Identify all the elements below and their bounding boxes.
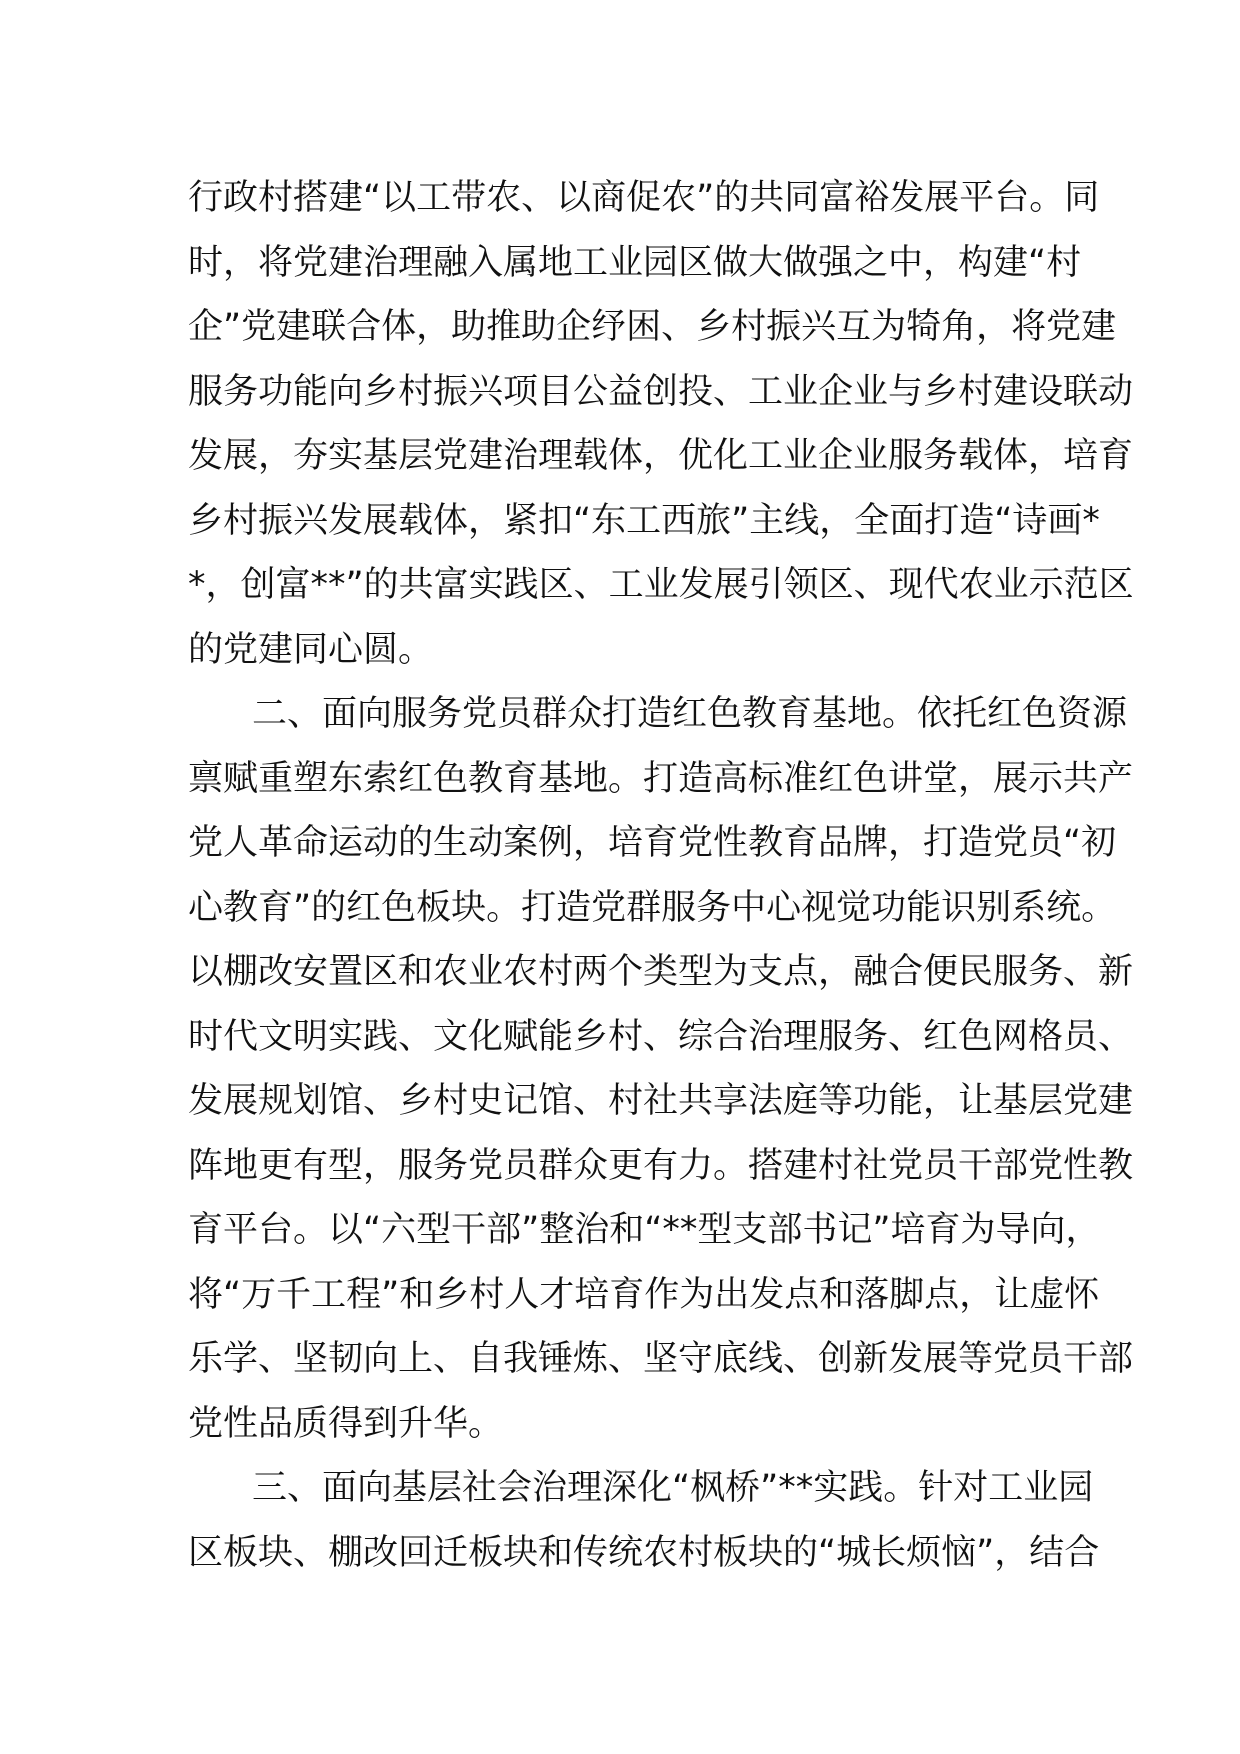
text-line: 企”党建联合体，助推助企纾困、乡村振兴互为犄角，将党建 [188,307,1117,347]
text-line: 乡村振兴发展载体，紧扣“东工西旅”主线，全面打造“诗画* [188,500,1100,541]
text-line: 党性品质得到升华。 [188,1403,504,1444]
body-text [188,166,1134,1585]
paragraph-start-line: 三、面向基层社会治理深化“枫桥”**实践。针对工业园 [252,1468,1094,1508]
text-line: 将“万千工程”和乡村人才培育作为出发点和落脚点，让虚怀 [188,1274,1100,1315]
text-line: 阵地更有型，服务党员群众更有力。搭建村社党员干部党性教 [188,1145,1134,1186]
text-line: 的党建同心圆。 [188,629,434,670]
text-line: 以棚改安置区和农业农村两个类型为支点，融合便民服务、新 [188,952,1134,992]
text-line: 时，将党建治理融入属地工业园区做大做强之中，构建“村 [188,242,1082,283]
paragraph-start-line: 二、面向服务党员群众打造红色教育基地。依托红色资源 [252,694,1128,734]
text-line: 发展规划馆、乡村史记馆、村社共享法庭等功能，让基层党建 [188,1081,1134,1121]
text-line: 心教育”的红色板块。打造党群服务中心视觉功能识别系统。 [188,887,1117,928]
text-line: 区板块、棚改回迁板块和传统农村板块的“城长烦恼”，结合 [188,1532,1100,1573]
text-line: 禀赋重塑东索红色教育基地。打造高标准红色讲堂，展示共产 [188,758,1134,799]
text-line: 行政村搭建“以工带农、以商促农”的共同富裕发展平台。同 [188,178,1100,218]
text-line: *，创富**”的共富实践区、工业发展引领区、现代农业示范区 [188,565,1134,605]
text-line: 党人革命运动的生动案例，培育党性教育品牌，打造党员“初 [188,823,1117,863]
text-line: 乐学、坚韧向上、自我锤炼、坚守底线、创新发展等党员干部 [188,1339,1134,1379]
text-line: 发展，夯实基层党建治理载体，优化工业企业服务载体，培育 [188,436,1134,476]
text-line: 时代文明实践、文化赋能乡村、综合治理服务、红色网格员、 [188,1016,1134,1057]
text-line: 育平台。以“六型干部”整治和“**型支部书记”培育为导向， [188,1210,1101,1250]
text-line: 服务功能向乡村振兴项目公益创投、工业企业与乡村建设联动 [188,371,1134,412]
